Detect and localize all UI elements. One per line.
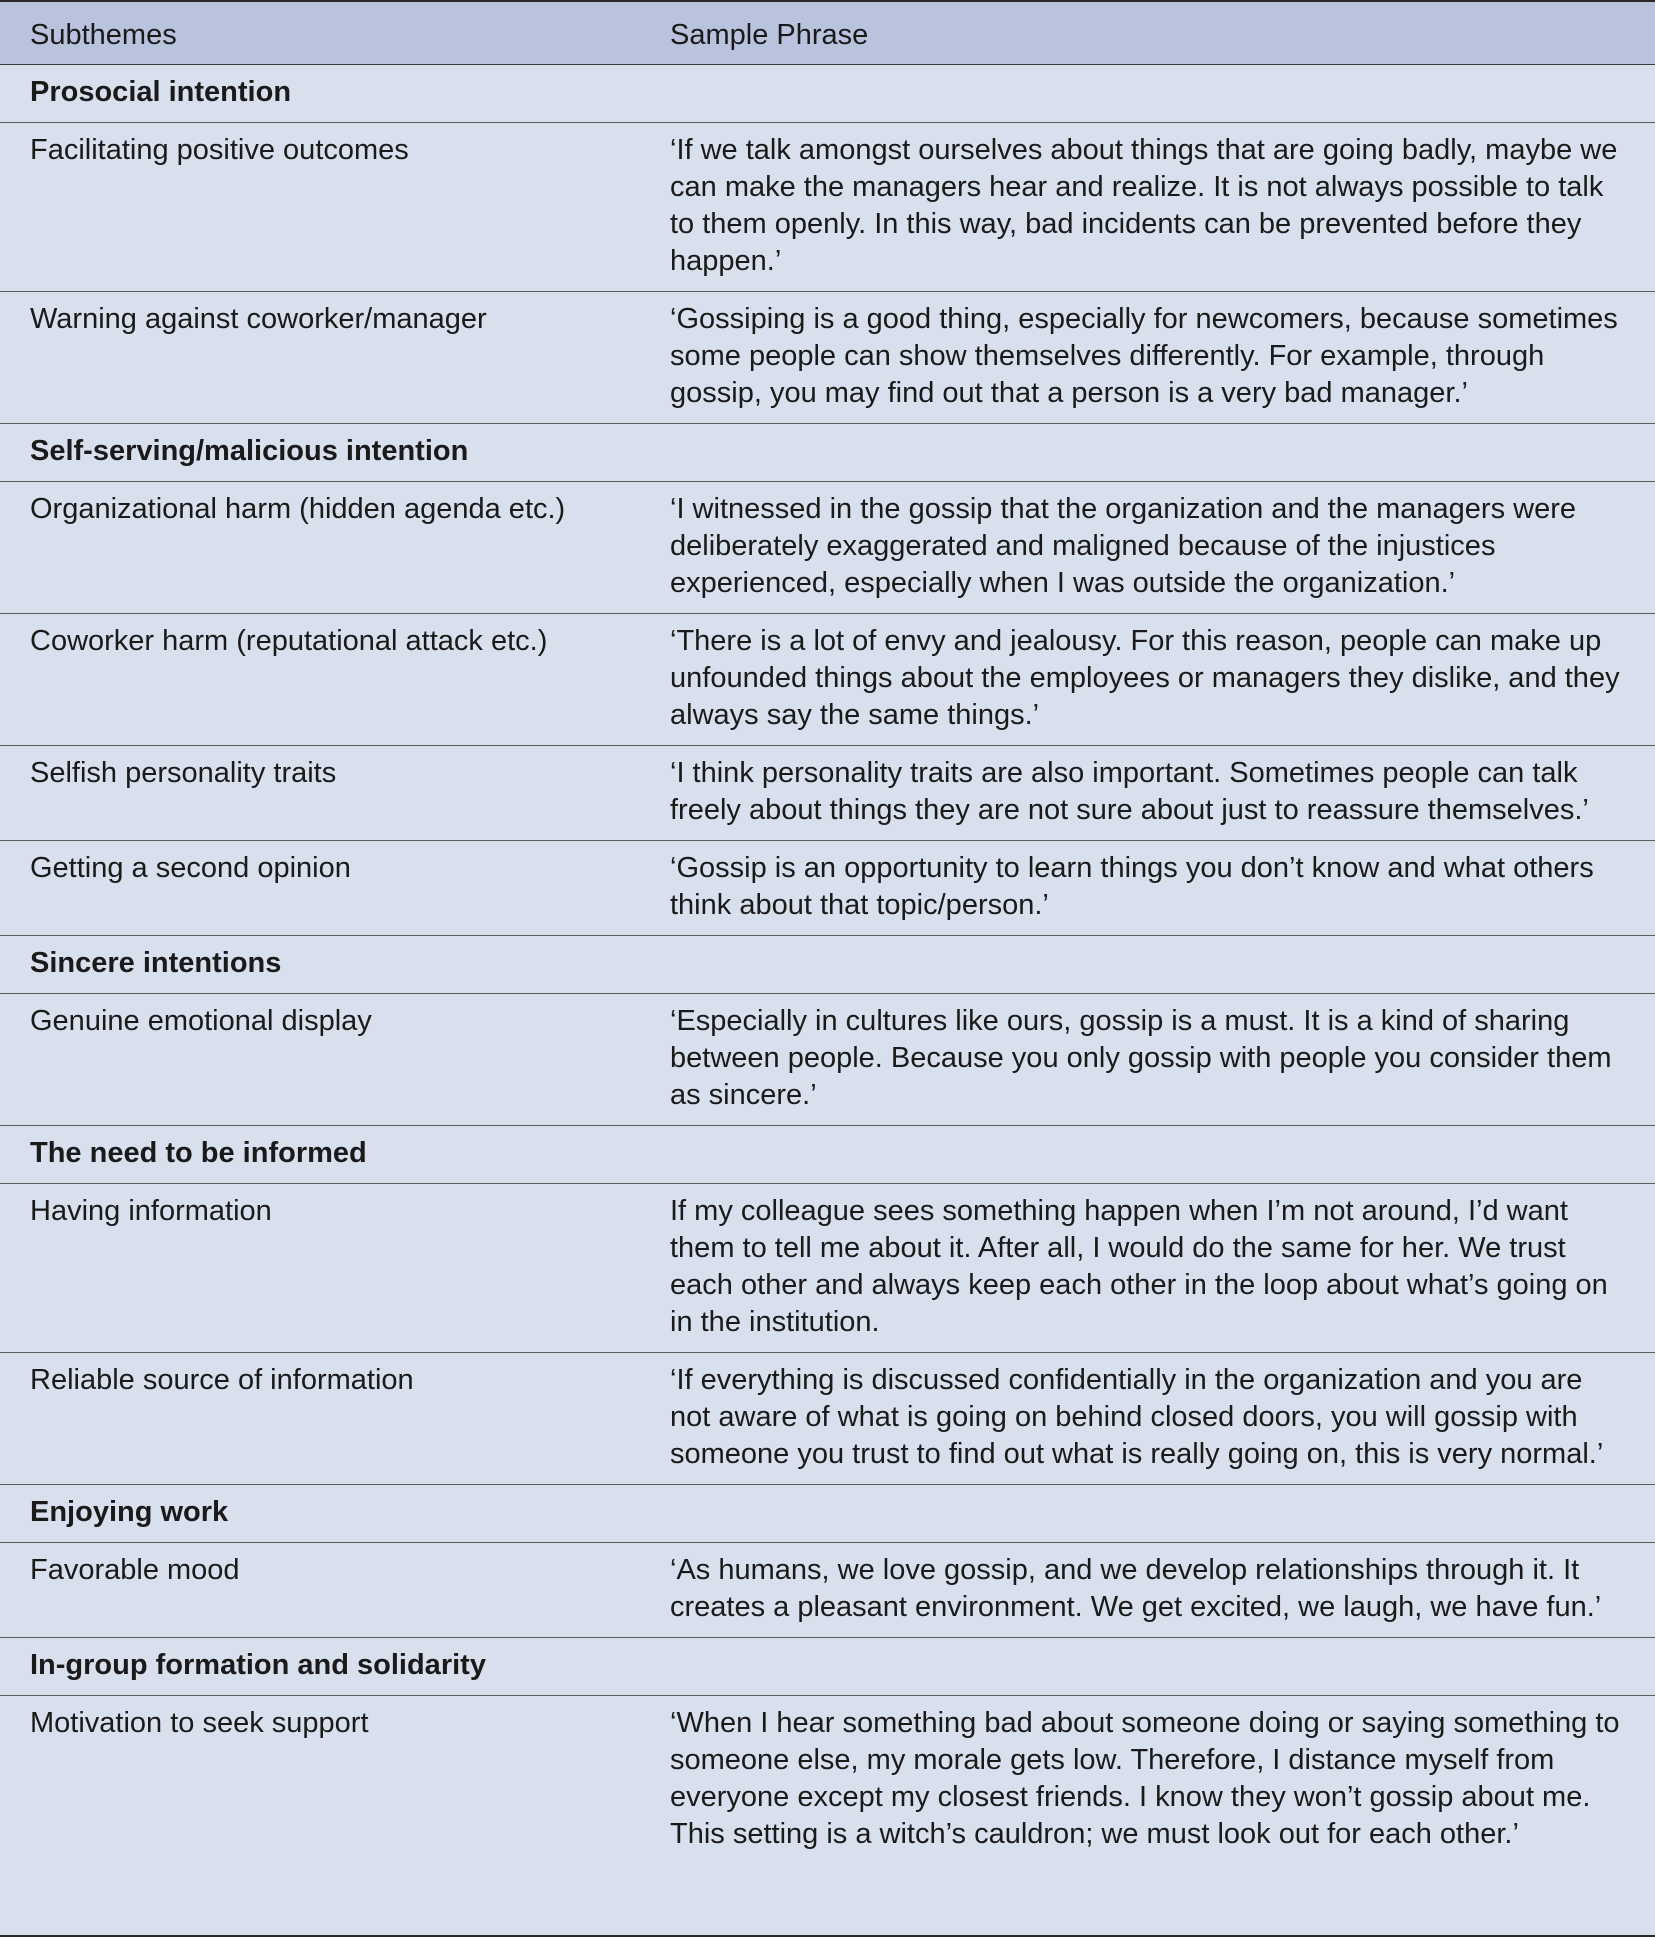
- subtheme-cell: Coworker harm (reputational attack etc.): [0, 614, 640, 746]
- theme-heading: Prosocial intention: [0, 65, 1655, 123]
- table-row: [0, 482, 1655, 614]
- subtheme-cell: Favorable mood: [0, 1543, 640, 1638]
- theme-heading: In-group formation and solidarity: [0, 1638, 1655, 1696]
- table-row: [0, 841, 1655, 936]
- theme-heading: Self-serving/malicious intention: [0, 424, 1655, 482]
- subtheme-cell: Facilitating positive outcomes: [0, 123, 640, 292]
- column-header-sample-phrase: Sample Phrase: [640, 2, 1655, 65]
- theme-row: [0, 65, 1655, 123]
- table-header: [0, 2, 1655, 65]
- subtheme-cell: Organizational harm (hidden agenda etc.): [0, 482, 640, 614]
- subthemes-table: [0, 2, 1655, 1864]
- sample-phrase-cell: If my colleague sees something happen when I’m not around, I’d want them to tell me about it. After all, I would do the same for her. We trust each other and always keep each other in the loop about what’s going on in the institution.: [640, 1184, 1655, 1353]
- table-row: [0, 292, 1655, 424]
- sample-phrase-cell: ‘When I hear something bad about someone doing or saying something to someone else, my morale gets low. Therefore, I distance myself from everyone except my closest friends. I know they won’t gossip about me. This setting is a witch’s cauldron; we must look out for each other.’: [670, 1707, 1620, 1850]
- table-row: [0, 994, 1655, 1126]
- sample-phrase-cell: ‘I witnessed in the gossip that the organization and the managers were deliberately exaggerated and maligned because of the injustices experienced, especially when I was outside the organization.’: [640, 482, 1655, 614]
- subtheme-cell: Selfish personality traits: [0, 746, 640, 841]
- sample-phrase-cell: ‘If everything is discussed confidentially in the organization and you are not aware of what is going on behind closed doors, you will gossip with someone you trust to find out what is really going on, this is very normal.’: [640, 1353, 1655, 1485]
- theme-row: [0, 1485, 1655, 1543]
- subtheme-cell: Reliable source of information: [0, 1353, 640, 1485]
- table-row: [0, 746, 1655, 841]
- table-row: [0, 1353, 1655, 1485]
- sample-phrase-cell: ‘Gossiping is a good thing, especially for newcomers, because sometimes some people can show themselves differently. For example, through gossip, you may find out that a person is a very bad manager.’: [640, 292, 1655, 424]
- sample-phrase-cell: ‘If we talk amongst ourselves about things that are going badly, maybe we can make the managers hear and realize. It is not always possible to talk to them openly. In this way, bad incidents can be prevented before they happen.’: [640, 123, 1655, 292]
- subtheme-cell: Genuine emotional display: [0, 994, 640, 1126]
- header-row: [0, 2, 1655, 65]
- sample-phrase-cell: ‘I think personality traits are also important. Sometimes people can talk freely about things they are not sure about just to reassure themselves.’: [640, 746, 1655, 841]
- sample-phrase-cell: ‘Especially in cultures like ours, gossip is a must. It is a kind of sharing between people. Because you only gossip with people you consider them as sincere.’: [640, 994, 1655, 1126]
- subtheme-cell: Having information: [0, 1184, 640, 1353]
- column-header-subthemes: Subthemes: [0, 2, 640, 65]
- sample-phrase-cell: ‘There is a lot of envy and jealousy. For this reason, people can make up unfounded things about the employees or managers they dislike, and they always say the same things.’: [640, 614, 1655, 746]
- theme-heading: Sincere intentions: [0, 936, 1655, 994]
- table-body: [0, 65, 1655, 1865]
- subtheme-cell: Motivation to seek support: [30, 1707, 369, 1739]
- theme-row: [0, 1126, 1655, 1184]
- theme-row: [0, 424, 1655, 482]
- sample-phrase-cell: ‘Gossip is an opportunity to learn things you don’t know and what others think about that topic/person.’: [640, 841, 1655, 936]
- table-row: [0, 1696, 1655, 1865]
- theme-row: [0, 1638, 1655, 1696]
- subtheme-cell: Warning against coworker/manager: [0, 292, 640, 424]
- theme-heading: Enjoying work: [0, 1485, 1655, 1543]
- table-row: [0, 1543, 1655, 1638]
- theme-row: [0, 936, 1655, 994]
- table-row: [0, 123, 1655, 292]
- sample-phrase-cell: ‘As humans, we love gossip, and we develop relationships through it. It creates a pleasant environment. We get excited, we laugh, we have fun.’: [640, 1543, 1655, 1638]
- subtheme-cell: Getting a second opinion: [0, 841, 640, 936]
- table-row: [0, 1184, 1655, 1353]
- table-row: [0, 614, 1655, 746]
- theme-heading: The need to be informed: [0, 1126, 1655, 1184]
